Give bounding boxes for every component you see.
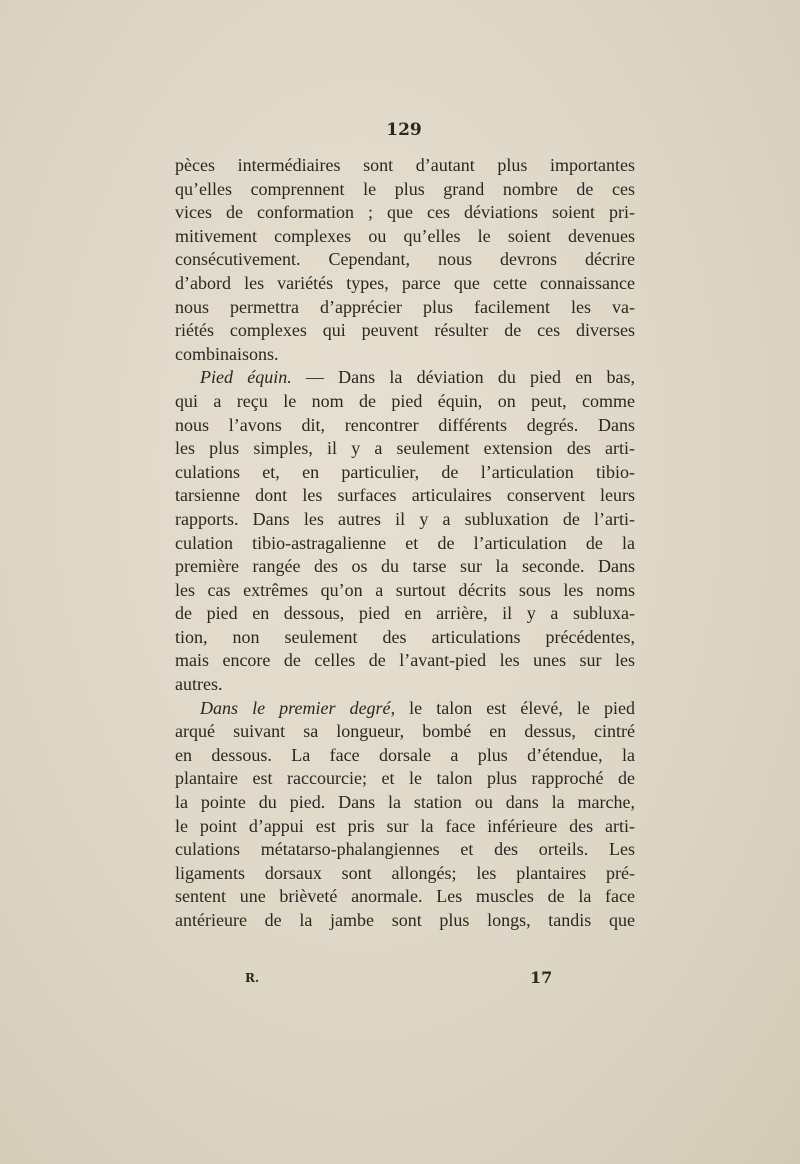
text-line	[175, 626, 635, 650]
text-run: tion, non seulement des articulations précédentes,	[175, 626, 635, 647]
text-run: plantaire est raccourcie; et le talon plus rapproché de	[175, 768, 635, 789]
text-line	[175, 414, 635, 438]
text-run: en dessous. La face dorsale a plus d’étendue, la	[175, 744, 635, 765]
text-run: culations et, en particulier, de l’articulation tibio-	[175, 461, 635, 482]
text-line	[175, 508, 635, 532]
text-line	[175, 744, 635, 768]
text-line	[175, 532, 635, 556]
text-run: mitivement complexes ou qu’elles le soient devenues	[175, 225, 635, 246]
text-run: d’abord les variétés types, parce que cette connaissance	[175, 272, 635, 293]
text-run: , le talon est élevé, le pied	[390, 697, 635, 718]
text-run: mais encore de celles de l’avant-pied les unes sur les	[175, 650, 635, 671]
text-line	[175, 484, 635, 508]
text-line	[175, 791, 635, 815]
text-run: sentent une brièveté anormale. Les muscles de la face	[175, 886, 635, 907]
text-line	[175, 815, 635, 839]
text-line	[175, 178, 635, 202]
text-line	[175, 461, 635, 485]
gathering-number: 17	[530, 968, 553, 987]
text-line	[175, 248, 635, 272]
text-run: — Dans la déviation du pied en bas,	[291, 367, 635, 388]
text-line	[175, 767, 635, 791]
text-line	[175, 673, 635, 697]
text-line	[175, 201, 635, 225]
text-line	[175, 390, 635, 414]
text-run: arqué suivant sa longueur, bombé en dessus, cintré	[175, 721, 635, 742]
text-line	[175, 366, 635, 390]
text-line	[175, 319, 635, 343]
text-line	[175, 909, 635, 933]
signature-mark: R.	[245, 971, 260, 985]
text-line	[175, 602, 635, 626]
text-run: culation tibio-astragalienne et de l’articulation de la	[175, 532, 635, 553]
text-run: pèces intermédiaires sont d’autant plus importantes	[175, 155, 635, 175]
text-line	[175, 154, 635, 178]
text-run: qui a reçu le nom de pied équin, on peut, comme	[175, 390, 635, 411]
italic-run: Pied équin.	[200, 367, 292, 388]
text-run: tarsienne dont les surfaces articulaires conservent leurs	[175, 485, 635, 506]
text-line	[175, 296, 635, 320]
text-run: le point d’appui est pris sur la face inférieure des arti-	[175, 815, 635, 836]
text-line	[175, 579, 635, 603]
text-run: nous permettra d’apprécier plus facilement les va-	[175, 296, 635, 317]
text-run: riétés complexes qui peuvent résulter de ces diverses	[175, 320, 635, 341]
text-run: consécutivement. Cependant, nous devrons décrire	[175, 249, 635, 270]
text-run: nous l’avons dit, rencontrer différents degrés. Dans	[175, 414, 635, 435]
text-run: vices de conformation ; que ces déviations soient pri-	[175, 202, 635, 223]
text-line	[175, 838, 635, 862]
text-line	[175, 225, 635, 249]
text-line	[175, 343, 635, 367]
text-line	[175, 697, 635, 721]
text-line	[175, 437, 635, 461]
text-line	[175, 649, 635, 673]
text-run: culations métatarso-phalangiennes et des orteils. Les	[175, 839, 635, 860]
text-run: ligaments dorsaux sont allongés; les plantaires pré-	[175, 862, 635, 883]
text-run: de pied en dessous, pied en arrière, il y a subluxa-	[175, 603, 635, 624]
text-run: première rangée des os du tarse sur la seconde. Dans	[175, 556, 635, 577]
text-line	[175, 272, 635, 296]
text-run: combinaisons.	[175, 343, 279, 364]
text-run: qu’elles comprennent le plus grand nombre de ces	[175, 178, 635, 199]
text-run: rapports. Dans les autres il y a subluxation de l’arti-	[175, 508, 635, 529]
text-run: autres.	[175, 674, 223, 695]
text-run: la pointe du pied. Dans la station ou dans la marche,	[175, 792, 635, 813]
text-run: antérieure de la jambe sont plus longs, tandis que	[175, 910, 635, 930]
text-run: les plus simples, il y a seulement extension des arti-	[175, 438, 635, 459]
text-line	[175, 885, 635, 909]
text-line	[175, 720, 635, 744]
italic-run: Dans le premier degré	[200, 697, 391, 718]
text-run: les cas extrêmes qu’on a surtout décrits sous les noms	[175, 579, 635, 600]
page-number: 129	[386, 120, 422, 140]
body-text	[175, 154, 635, 933]
text-line	[175, 555, 635, 579]
text-line	[175, 862, 635, 886]
